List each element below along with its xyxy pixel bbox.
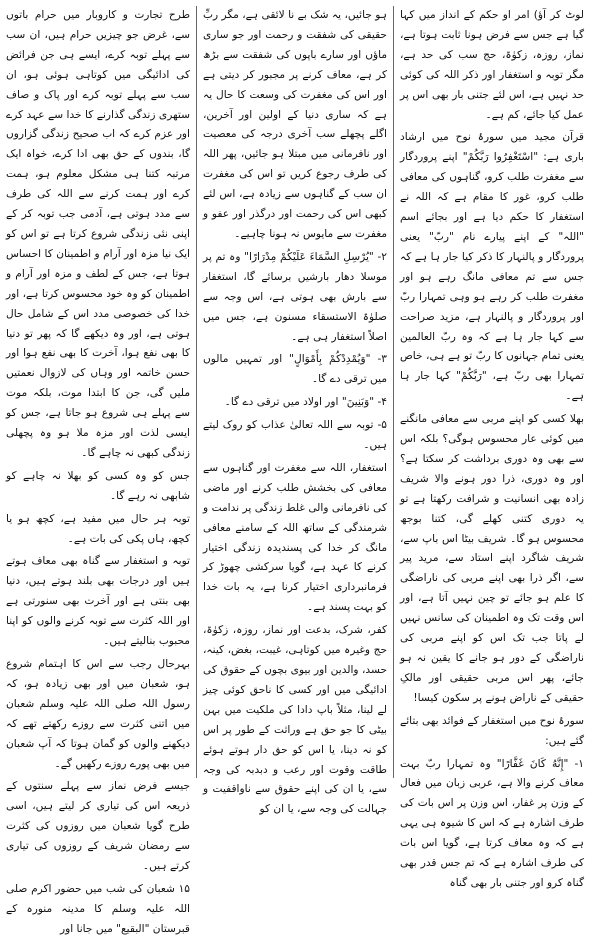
paragraph: سورۂ نوح میں استغفار کے فوائد بھی بتائے گئے ہیں: <box>400 714 584 747</box>
text-column-middle <box>203 6 387 816</box>
column-divider <box>393 6 394 778</box>
paragraph: توبہ ہر حال میں مفید ہے، کچھ ہو یا کچھ، ہاں پکی کی بات ہے۔ <box>6 512 190 545</box>
paragraph: کفر، شرک، بدعت اور نماز، روزہ، زکوٰۃ، حج وغیرہ میں کوتاہی، غیبت، بغض، کینہ، حسد، والدین اور بیوی بچوں کے حقوق کی ادائیگی میں اور کسی کا ناحق کوئی چیز لے لینا، مثلاً باپ دادا کی ملکیت میں بہن بیٹی کا جو حق ہے وراثت کے طور پر اس کو نہ دینا، یا اس کو حق دار ہوتے ہوئے طاقت وقوت اور رعب و دبدبہ کی وجہ سے، یا ان کی اپنے حقوق سے ناواقفیت و جہالت کی وجہ سے، یا ان کو <box>203 624 387 816</box>
paragraph: لوٹ کر آؤ) امر او حکم کے انداز میں کہا گیا ہے جس سے فرض ہونا ثابت ہوتا ہے، نماز، روزہ، زکوٰۃ، حج سب کی حد ہے، مگر توبہ و استغفار اور ذکر اللہ کی کوئی حد نہیں ہے، اس لئے جتنی بار بھی اس پر عمل کیا جائے، کم ہے۔ <box>400 9 584 121</box>
paragraph: بھلا کسی کو اپنے مربی سے معافی مانگنے میں کوئی عار محسوس ہوگی؟ بلکہ اس سے بھی وہ دوری برداشت کر سکتا ہے؟ اور وہ دوری، ذرا دور ہونے والا شریف زادہ بھی انسانیت و شرافت رکھتا ہے تو یہ دوری کتنی کھلے گی، کتنا بوجھ محسوس ہو گا۔ شریف بیٹا اس باپ سے، شریف شاگرد اپنے استاد سے، مرید پیر سے، اگر ذرا بھی اپنے مربی کی ناراضگی کا علم ہو جائے تو چین نہیں آتا ہے، اور اس وقت تک وہ اطمینان کی سانس نہیں لے پاتا جب تک اس کو اپنے مربی کی ناراضگی کے دور ہو جانے کا یقین نہ ہو جائے، پھر اس مربی حقیقی اور مالکِ حقیقی کے ناراض ہونے پر سکون کیسا! <box>400 413 584 704</box>
paragraph: قرآن مجید میں سورۂ نوح میں ارشاد باری ہے: "اسْتَغْفِرُوا رَبَّكُمْ" اپنے پروردگار سے مغفرت طلب کرو، گناہوں کی معافی طلب کرو، غور کا مقام ہے کہ اللہ نے استغفار کا حکم دیا ہے اور بجائے اسم "اللہ" کے اپنے پیارے نام "ربّ" یعنی پروردگار و پالنہار کا ذکر کیا جار ہا ہے کہ جس سے تم معافی مانگ رہے ہو اور مغفرت طلب کر رہے ہو وہی تمہارا ربّ اور پروردگار و پالنہار ہے، مزید صراحت سے کہا جار ہا ہے کہ وہ ربّ العالمین یعنی تمام جہانوں کا ربّ تو ہے ہی، خاص تمہارا بھی ربّ ہے، "رَبَّكُمْ" کہا جار ہا ہے۔ <box>400 131 584 403</box>
paragraph: استغفار، اللہ سے مغفرت اور گناہوں سے معافی کی بخشش طلب کرنے اور ماضی کی نافرمانی والی غلط زندگی پر ندامت و شرمندگی کے ساتھ اللہ کے سامنے معافی مانگ کر خدا کی پسندیدہ زندگی اختیار کرنے کا عہد ہے، گویا سرکشی چھوڑ کر فرمانبرداری اختیار کرنا ہے، یہ بات خدا کو بہت پسند ہے۔ <box>203 461 387 614</box>
paragraph: طرح تجارت و کاروبار میں حرام باتوں سے، غرض جو چیزیں حرام ہیں، ان سب سے پہلے توبہ کرے، ایسے ہی جن فرائض کی ادائیگی میں کوتاہی ہوئی ہو، ان سب سے پہلے توبہ کرے اور پاک و صاف ستھری زندگی گذارنے کا خدا سے عہد کرے اور عزم کرے کہ اب صحیح زندگی گزاروں گا، بندوں کے حق بھی ادا کرے، خواہ ایک مرتبہ کتنا ہی مشکل معلوم ہو، ہمت کرے اور ہمت کرنے سے اللہ کی طرف سے مدد ہوتی ہے، آدمی جب توبہ کر کے اپنی نئی زندگی شروع کرتا ہے تو اس کو ایک نیا مزہ اور آرام و اطمینان کا احساس ہوتا ہے، جس کے لطف و مزہ اور آرام و اطمینان کو وہ خود محسوس کرتا ہے، اور خدا کی خصوصی مدد اس کے شامل حال ہوتی ہے، اور وہ دیکھے گا کہ پھر تو دنیا کا بھی نفع ہوا، آخرت کا بھی نفع ہوا اور حسن خاتمہ اور وہاں کی لازوال نعمتیں ملیں گی، جن کا ابتدا موت، بلکہ موت سے پہلے ہی شروع ہو جاتا ہے، جس کو ایسی لذت اور مزہ ملا ہو وہ پچھلی زندگی کبھی نہ چاہے گا۔ <box>6 9 190 459</box>
paragraph: ہو جائیں، یہ شک بے نا لائقی ہے، مگر ربِّ حقیقی کی شفقت و رحمت اور جو ساری ماؤں اور سارے باپوں کی شفقت سے بڑھ کر ہے، معاف کرنے پر مجبور کر دیتی ہے اور اس کی مغفرت کی وسعت کا حال یہ ہے کہ ساری دنیا کے اولین اور آخرین، اگلے پچھلے سب آخری درجہ کی معصیت اور نافرمانی میں مبتلا ہو جائیں، پھر اللہ کی طرف رجوع کریں تو اس کی مغفرت ان سب کے گناہوں سے زیادہ ہے، اس لئے کبھی اس کی رحمت اور درگذر اور عفو و مغفرت سے مایوس نہ ہونا چاہیے۔ <box>203 9 387 240</box>
paragraph: ۴- "وَبَنِينَ" اور اولاد میں ترقی دے گا۔ <box>224 396 387 409</box>
paragraph: ۱۵ شعبان کی شب میں حضور اکرم صلی اللہ علیہ وسلم کا مدینہ منورہ کے قبرستان "البقیع" میں جانا اور <box>6 882 190 935</box>
paragraph: ۲- "يُرْسِلِ السَّمَاءَ عَلَيْكُمْ مِدْرَارًا" وہ تم پر موسلا دھار بارشیں برسائے گا، استغفار سے بارش بھی ہوتی ہے، اس وجہ سے صلوٰۃ الاستسقاء مسنون ہے، جس میں اصلاً استغفار ہی ہے۔ <box>203 250 387 343</box>
paragraph: توبہ و استغفار سے گناہ بھی معاف ہوتے ہیں اور درجات بھی بلند ہوتے ہیں، دنیا بھی بنتی ہے اور آخرت بھی سنورتی ہے اور اللہ کثرت سے توبہ کرنے والوں کو اپنا محبوب بنالیتے ہیں۔ <box>6 555 190 648</box>
paragraph: ۵- توبہ سے اللہ تعالیٰ عذاب کو روک لیتے ہیں۔ <box>203 419 387 452</box>
paragraph: جیسے فرض نماز سے پہلے سنتوں کے ذریعہ اس کی تیاری کر لیتے ہیں، اسی طرح گویا شعبان میں روزوں کی کثرت سے رمضان شریف کے روزوں کی تیاری کرتے ہیں۔ <box>6 780 190 873</box>
text-column-left <box>6 6 190 935</box>
paragraph: ۳- "وَيُمْدِدْكُمْ بِأَمْوَالٍ" اور تمہیں مالوں میں ترقی دے گا۔ <box>203 353 387 386</box>
paragraph: جس کو وہ کسی کو بھلا نہ چاہے کو شابھی نہ رہے گا۔ <box>6 469 190 502</box>
paragraph: ۱- "إِنَّهُ كَانَ غَفَّارًا" وہ تمہارا ربّ بہت معاف کرنے والا ہے، عربی زبان میں فعال کے وزن پر غفار، اس وزن پر اس بات کی طرف اشارہ ہے کہ اس کا شیوہ ہی یہی ہے کہ وہ معاف کرتا ہے، گویا اس بات کی طرف اشارہ ہے کہ تم جس قدر بھی گناہ کرو اور جتنی بار بھی گناہ <box>400 757 584 889</box>
column-divider <box>196 6 197 778</box>
text-column-right <box>400 6 584 889</box>
paragraph: بہرحال رجب سے اس کا اہتمام شروع ہو، شعبان میں اور بھی زیادہ ہو، کہ رسول اللہ صلی اللہ علیہ وسلم شعبان میں اتنی کثرت سے روزے رکھتے تھے کہ دیکھنے والوں کو گمان ہوتا کہ آپ شعبان میں بھی پورے روزے رکھیں گے۔ <box>6 658 190 770</box>
